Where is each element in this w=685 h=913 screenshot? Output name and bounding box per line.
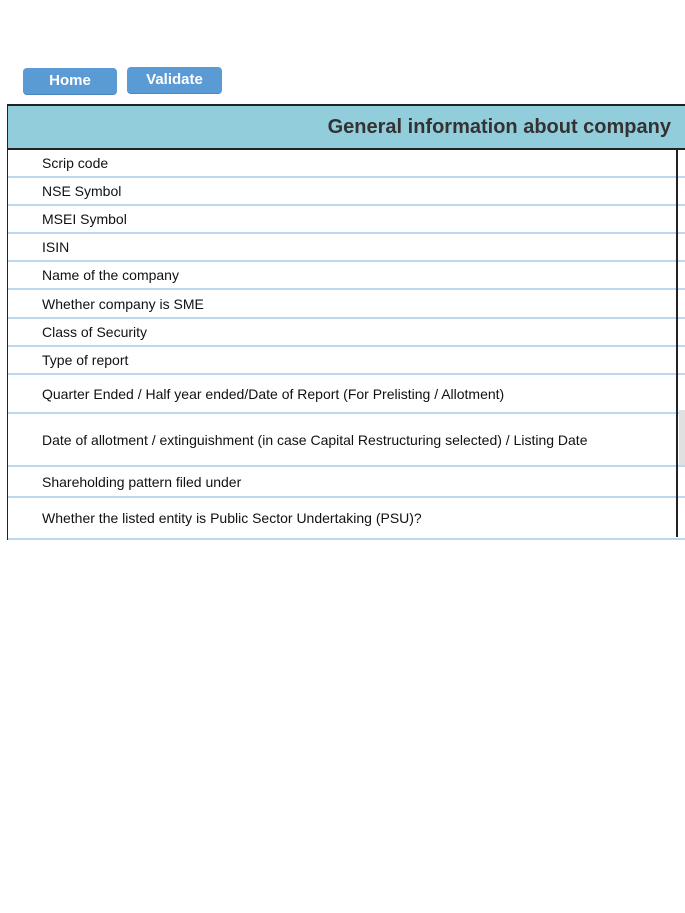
row-label: Class of Security: [42, 324, 148, 340]
row-nse-symbol[interactable]: [8, 178, 685, 206]
sheet-right-border: [676, 148, 678, 537]
row-label: Date of allotment / extinguishment (in case Capital Restructuring selected) / Listing Date: [42, 431, 588, 448]
row-is-psu[interactable]: [8, 498, 685, 540]
row-label: Whether the listed entity is Public Sector Undertaking (PSU)?: [42, 510, 422, 526]
row-label: MSEI Symbol: [42, 211, 127, 227]
row-msei-symbol[interactable]: [8, 206, 685, 234]
row-label: Shareholding pattern filed under: [42, 473, 242, 490]
row-date-of-allotment[interactable]: [8, 414, 685, 467]
row-quarter-ended[interactable]: [8, 375, 685, 414]
row-company-name[interactable]: [8, 262, 685, 290]
row-shareholding-pattern[interactable]: [8, 467, 685, 498]
sheet-title: General information about company: [327, 116, 671, 138]
row-is-sme[interactable]: [8, 290, 685, 319]
row-label: Quarter Ended / Half year ended/Date of Report (For Prelisting / Allotment): [42, 385, 505, 402]
validate-button[interactable]: Validate: [127, 67, 222, 93]
row-label: Name of the company: [42, 267, 179, 283]
row-isin[interactable]: [8, 234, 685, 262]
home-button[interactable]: Home: [23, 68, 117, 94]
row-label: Scrip code: [42, 155, 109, 171]
general-info-sheet: [7, 104, 685, 540]
sheet-header: [8, 104, 685, 150]
scrollbar-thumb[interactable]: [679, 410, 685, 465]
row-label: Type of report: [42, 352, 129, 368]
info-rows: [8, 150, 685, 540]
row-type-of-report[interactable]: [8, 347, 685, 375]
row-label: NSE Symbol: [42, 183, 122, 199]
row-label: Whether company is SME: [42, 295, 204, 312]
row-label: ISIN: [42, 239, 70, 255]
row-class-of-security[interactable]: [8, 319, 685, 347]
row-scrip-code[interactable]: [8, 150, 685, 178]
